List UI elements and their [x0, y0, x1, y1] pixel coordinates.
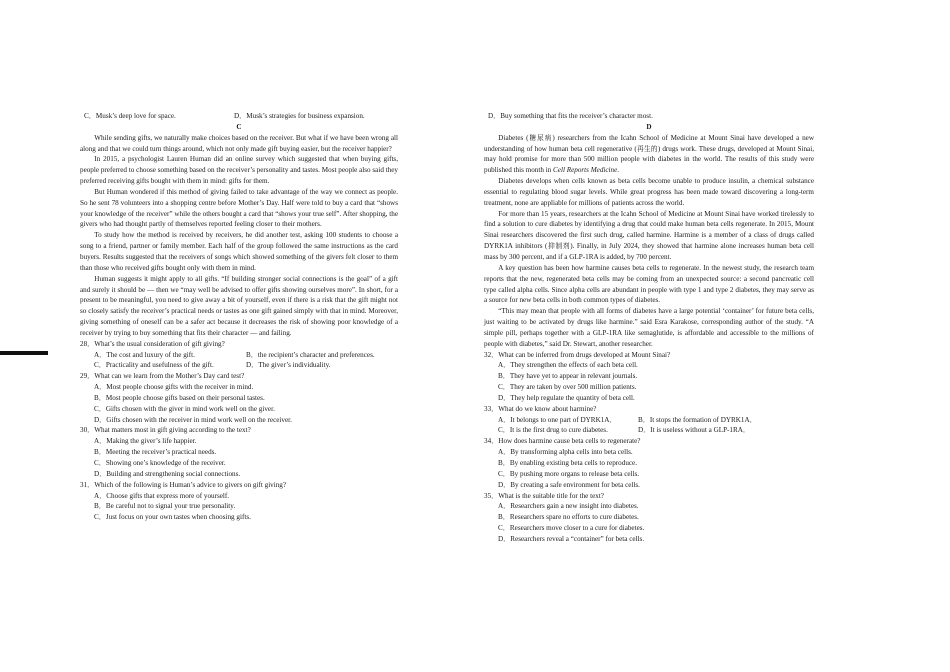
option-c: C．By pushing more organs to release beta cells. [498, 469, 640, 478]
option-row [80, 360, 398, 371]
option-a: A．By transforming alpha cells into beta cells. [498, 448, 633, 457]
text-run: . [617, 166, 620, 175]
option-b: B．By enabling existing beta cells to reproduce. [498, 459, 638, 467]
option-c: C．It is the first drug to cure diabetes. [498, 426, 608, 435]
chinese-gloss: 糖尿病 [528, 133, 553, 142]
question-stem: 30．What matters most in gift giving according to the text? [80, 426, 251, 435]
paragraph: But Human wondered if this method of giving failed to take advantage of the way we connect as people. So he sent 78 volunteers into a shopping centre before Mother’s Day. Half were told to buy a card that “shows your knowledge of the receiver” while the others bought a card that “shows your true self”. After shopping, the givers who had thought partly of themselves reported feeling closer to their mothers. [80, 187, 398, 229]
option-c: C．Showing one’s knowledge of the receiver. [94, 459, 226, 467]
option-b: B．It stops the formation of DYRK1A． [638, 415, 757, 424]
option-b: B．Be careful not to signal your true personality. [94, 502, 236, 511]
option-c: C．Musk’s deep love for space. [84, 112, 176, 120]
question-stem: 31．Which of the following is Human’s advice to givers on gift giving? [80, 480, 287, 489]
option-row [80, 350, 398, 361]
option-b: B．Meeting the receiver’s practical needs. [94, 448, 217, 457]
paragraph: While sending gifts, we naturally make choices based on the receiver. But what if we have been wrong all along and that we could turn things around, which not only made gift buying easier, but the receiver happier? [80, 133, 398, 153]
option-d: D．Building and strengthening social connections. [94, 469, 241, 478]
option-b: B．Most people choose gifts based on their personal tastes. [94, 393, 265, 402]
option-a: A．Making the giver’s life happier. [94, 437, 197, 446]
option-d: D．They help regulate the quantity of beta cell. [498, 393, 635, 402]
option-a: A．Most people choose gifts with the receiver in mind. [94, 383, 254, 392]
paragraph: A key question has been how harmine causes beta cells to regenerate. In the newest study, the research team reports that the new, regenerated beta cells may be coming from an unexpected source: a second pancreatic cell type called alpha cells. Since alpha cells are abundant in people with type 1 and type 2 diabetes, they may serve as a source for new beta cells in both common types of diabetes. [484, 263, 814, 305]
chinese-gloss: 抑制剂 [547, 242, 571, 251]
option-a: A．Choose gifts that express more of yourself. [94, 491, 230, 500]
option-a: A．Researchers gain a new insight into diabetes. [498, 502, 639, 511]
text-run: For more than 15 years, researchers at the Icahn School of Medicine at Mount Sinai have worked tirelessly to find a solution to cure diabetes by identifying a drug that could make human beta cells regenerate. In 2015, Mount Sinai researchers discovered the first such drug, called harmine. Harmine is a member of a class of drugs called DYRK1A inhibitors ( [484, 209, 814, 251]
question-29 [80, 371, 398, 425]
text-run: Diabetes ( [498, 133, 529, 142]
option-d: D．It is useless without a GLP-1RA． [638, 426, 751, 435]
left-column [80, 111, 398, 523]
paragraph: Diabetes develops when cells known as beta cells become unable to produce insulin, a chemical substance essential to regulating blood sugar levels. While great progress has been made toward discovering a long-term treatment, none are appliable for millions of patients across the world. [484, 177, 814, 207]
prev-question-options [80, 111, 398, 122]
question-33 [484, 404, 814, 437]
option-b: B．the recipient’s character and preferences. [246, 350, 375, 359]
option-d: D．Buy something that fits the receiver’s character most. [488, 112, 653, 120]
passage-heading: D [646, 122, 652, 131]
text-run: ) researchers from the Icahn School of Medicine at Mount Sinai have developed a new understanding of how human beta cell regenerative ( [484, 133, 814, 153]
passage-heading: C [236, 122, 242, 131]
question-stem: 35．What is the suitable title for the text? [484, 491, 604, 500]
option-d: D．The giver’s individuality. [246, 361, 331, 370]
text-run: ) drugs work. These drugs, developed at Mount Sinai, may hold promise for more than 500 million people with diabetes in the world. The results of this study were published this month in [484, 144, 814, 175]
passage-d [484, 122, 814, 350]
option-c: C．They are taken by over 500 million patients. [498, 383, 637, 392]
option-row [484, 415, 814, 426]
option-c: C．Just focus on your own tastes when choosing gifts. [94, 513, 251, 522]
option-row [484, 425, 814, 436]
question-stem: 32．What can be inferred from drugs developed at Mount Sinai? [484, 350, 671, 359]
paragraph: In 2015, a psychologist Lauren Human did an online survey which suggested that when buying gifts, people preferred to choose something based on the receiver’s personality and tastes. Most people also said they preferred receiving gifts bought with them in mind: gifts for them. [80, 155, 398, 186]
option-c: C．Gifts chosen with the giver in mind work well on the giver. [94, 404, 275, 413]
question-34 [484, 436, 814, 490]
paragraph: To study how the method is received by receivers, he did another test, asking 100 students to choose a song to a friend, partner or family member. Each half of the group followed the same instructions as the card buyers. Results suggested that the receivers of songs which showed something of the givers felt closer to them than those who received gifts bought only with them in mind. [80, 231, 398, 272]
question-stem: 33．What do we know about harmine? [484, 404, 597, 413]
page-edge-bar [0, 351, 48, 355]
option-d: D．Gifts chosen with the receiver in mind work well on the receiver. [94, 415, 292, 424]
option-a: A．They strengthen the effects of each beta cell. [498, 361, 638, 370]
option-a: A．It belongs to one part of DYRK1A． [498, 415, 617, 424]
text-run: ). Finally, in July 2024, they showed that harmine alone increases human beta cell mass by 300 percent, and if a GLP-1RA is added, by 700 percent. [484, 242, 814, 261]
question-stem: 34．How does harmine cause beta cells to regenerate? [484, 437, 641, 446]
option-c: C．Practicality and usefulness of the gift. [94, 361, 214, 370]
chinese-gloss: 再生的 [636, 144, 658, 153]
question-stem: 29．What can we learn from the Mother’s Day card test? [80, 372, 245, 381]
question-stem: 28．What’s the usual consideration of gift giving? [80, 339, 225, 348]
option-b: B．Researchers spare no efforts to cure diabetes. [498, 513, 639, 522]
paragraph [484, 209, 814, 263]
question-31 [80, 480, 398, 523]
right-column [484, 111, 814, 545]
question-28 [80, 339, 398, 372]
journal-name: Cell Reports Medicine [553, 166, 618, 175]
option-b: B．They have yet to appear in relevant journals. [498, 372, 638, 381]
question-35 [484, 491, 814, 545]
paragraph [484, 133, 814, 176]
question-30 [80, 425, 398, 479]
option-a: A．The cost and luxury of the gift. [94, 350, 195, 359]
passage-c [80, 122, 398, 339]
paragraph: “This may mean that people with all forms of diabetes have a large potential ‘container’ for future beta cells, just waiting to be activated by drugs like harmine.” said Esra Karakose, corresponding author of the study. “A simple pill, perhaps together with a GLP-1RA like semaglutide, is affordable and accessible to the millions of people with diabetes,” said Dr. Stewart, another researcher. [484, 307, 814, 348]
option-d: D．Musk’s strategies for business expansion. [234, 112, 365, 120]
option-d: D．Researchers reveal a “container” for beta cells. [498, 534, 645, 543]
paragraph: Human suggests it might apply to all gifts. “If building stronger social connections is the goal” of a gift and surely it should be — then we “may well be advised to offer gifts showing ourselves more”. In short, for a present to be meaningful, you need to give away a bit of yourself, even if there is a risk that the gift might not so closely satisfy the receiver’s practical needs or tastes as one gift gained simply with that in mind. Moreover, giving something of oneself can be a safer act because it decreases the risk of showing poor knowledge of a receiver by trying to buy something that fits their character — and failing. [80, 274, 398, 337]
option-d: D．By creating a safe environment for beta cells. [498, 480, 640, 489]
option-c: C．Researchers move closer to a cure for diabetes. [498, 524, 645, 533]
question-32 [484, 350, 814, 404]
